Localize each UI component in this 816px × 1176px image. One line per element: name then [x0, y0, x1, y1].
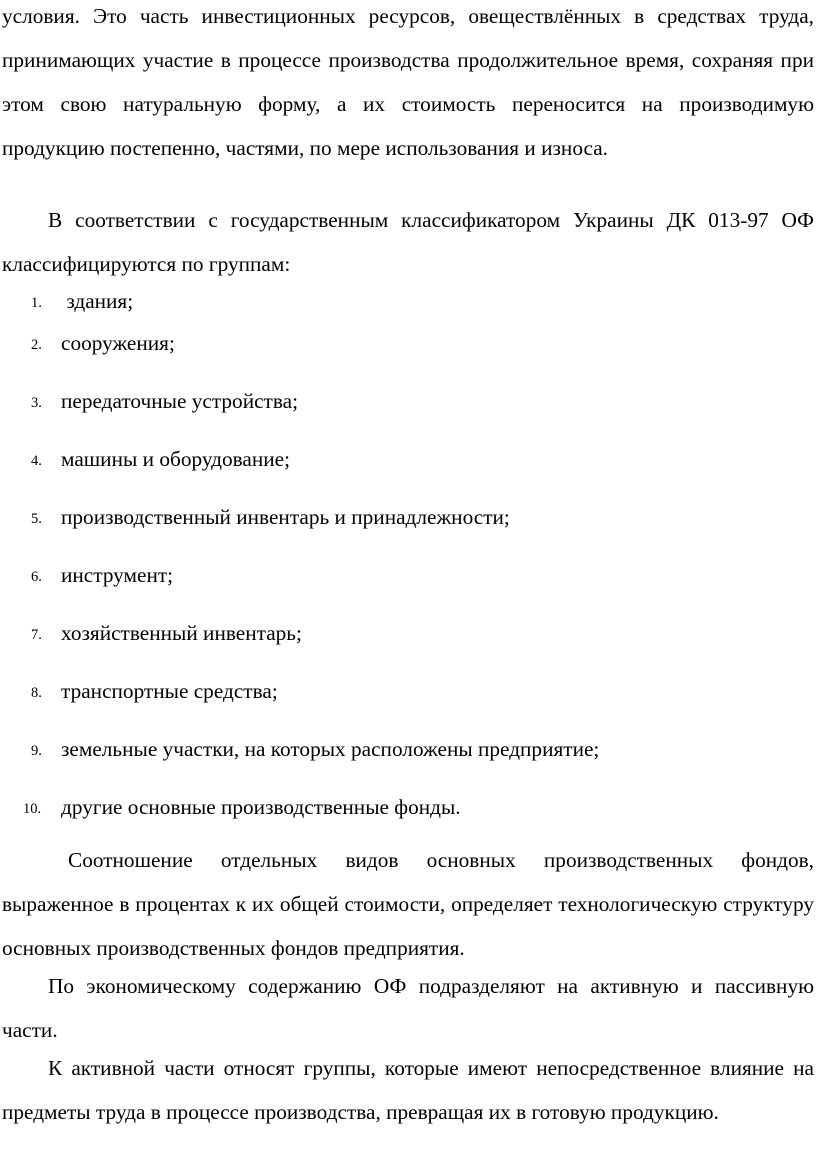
list-item-number: 5.: [31, 511, 42, 527]
list-item-text: сооружения;: [61, 331, 175, 355]
list-item-number: 2.: [31, 337, 42, 353]
list-item-number: 3.: [31, 395, 42, 411]
list-item-number: 1.: [31, 295, 42, 311]
list-item-text: здания;: [61, 289, 134, 313]
list-item-text: хозяйственный инвентарь;: [61, 621, 302, 645]
paragraph-structure: Соотношение отдельных видов основных производственных фондов, выраженное в процентах к их общей стоимости, определяет технологическую структуру основных производственных фондов предприятия.: [2, 848, 814, 960]
list-item-number: 9.: [31, 743, 42, 759]
list-item-text: земельные участки, на которых расположены предприятие;: [61, 737, 600, 761]
list-item-number: 4.: [31, 453, 42, 469]
list-item-text: другие основные производственные фонды.: [61, 795, 461, 819]
list-item-text: машины и оборудование;: [61, 447, 291, 471]
list-item-text: производственный инвентарь и принадлежности;: [61, 505, 510, 529]
paragraph-active-part: К активной части относят группы, которые имеют непосредственное влияние на предметы труда в процессе производства, превращая их в готовую продукцию.: [2, 1056, 814, 1124]
list-item-text: инструмент;: [61, 563, 174, 587]
list-item-number: 8.: [31, 685, 42, 701]
paragraph-economic: По экономическому содержанию ОФ подразделяют на активную и пассивную части.: [2, 974, 814, 1042]
list-item-number: 6.: [31, 569, 42, 585]
paragraph-intro: условия. Это часть инвестиционных ресурсов, овеществлённых в средствах труда, принимающих участие в процессе производства продолжительное время, сохраняя при этом свою натуральную форму, а их стоимость переносится на производимую продукцию постепенно, частями, по мере использования и износа.: [2, 4, 814, 160]
paragraph-classifier: В соответствии с государственным классификатором Украины ДК 013-97 ОФ классифицируются по группам:: [2, 208, 814, 276]
list-item-number: 10.: [23, 801, 42, 817]
list-item-text: передаточные устройства;: [61, 389, 298, 413]
list-item-number: 7.: [31, 627, 42, 643]
list-item-text: транспортные средства;: [61, 679, 278, 703]
